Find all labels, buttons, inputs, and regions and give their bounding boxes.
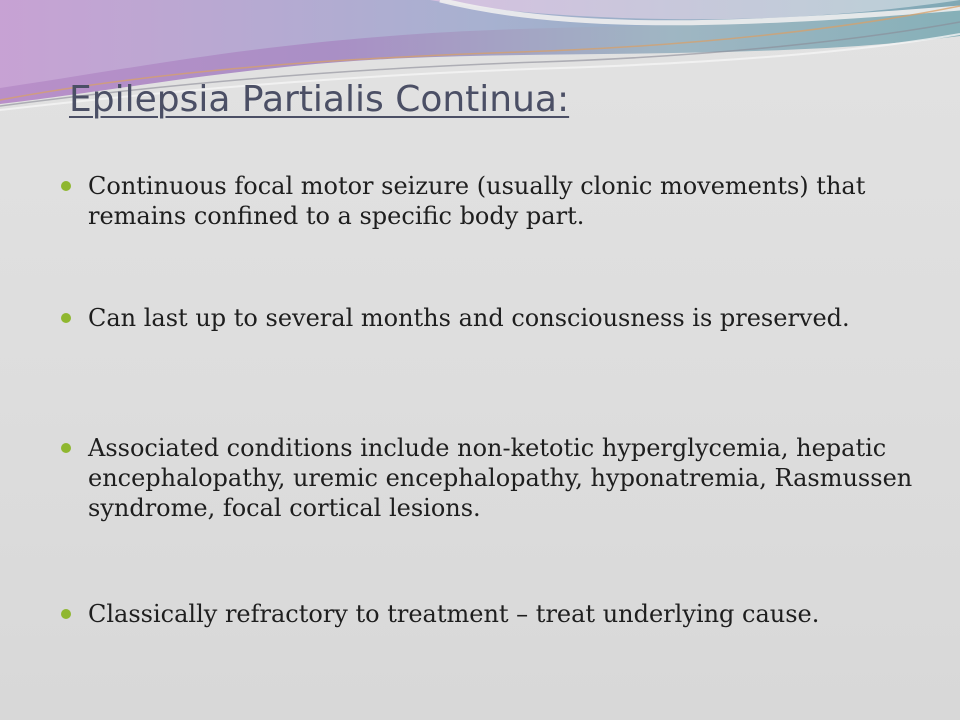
bullet-text: Continuous focal motor seizure (usually clonic movements) that remains confined to a specific body part. — [88, 172, 866, 230]
bullet-dot-icon — [61, 609, 71, 619]
bullet-item — [88, 171, 918, 231]
bullet-text: Classically refractory to treatment – treat underlying cause. — [88, 600, 820, 628]
bullet-dot-icon — [61, 313, 71, 323]
bullet-dot-icon — [61, 181, 71, 191]
bullet-dot-icon — [61, 443, 71, 453]
bullet-text: Associated conditions include non-ketotic hyperglycemia, hepatic encephalopathy, uremic encephalopathy, hyponatremia, Rasmussen syndrome, focal cortical lesions. — [88, 434, 913, 522]
bullet-text: Can last up to several months and consciousness is preserved. — [88, 304, 850, 332]
bullet-item — [88, 433, 918, 523]
bullet-item — [88, 303, 918, 333]
bullet-item — [88, 599, 918, 629]
slide-title: Epilepsia Partialis Continua: — [69, 79, 570, 120]
